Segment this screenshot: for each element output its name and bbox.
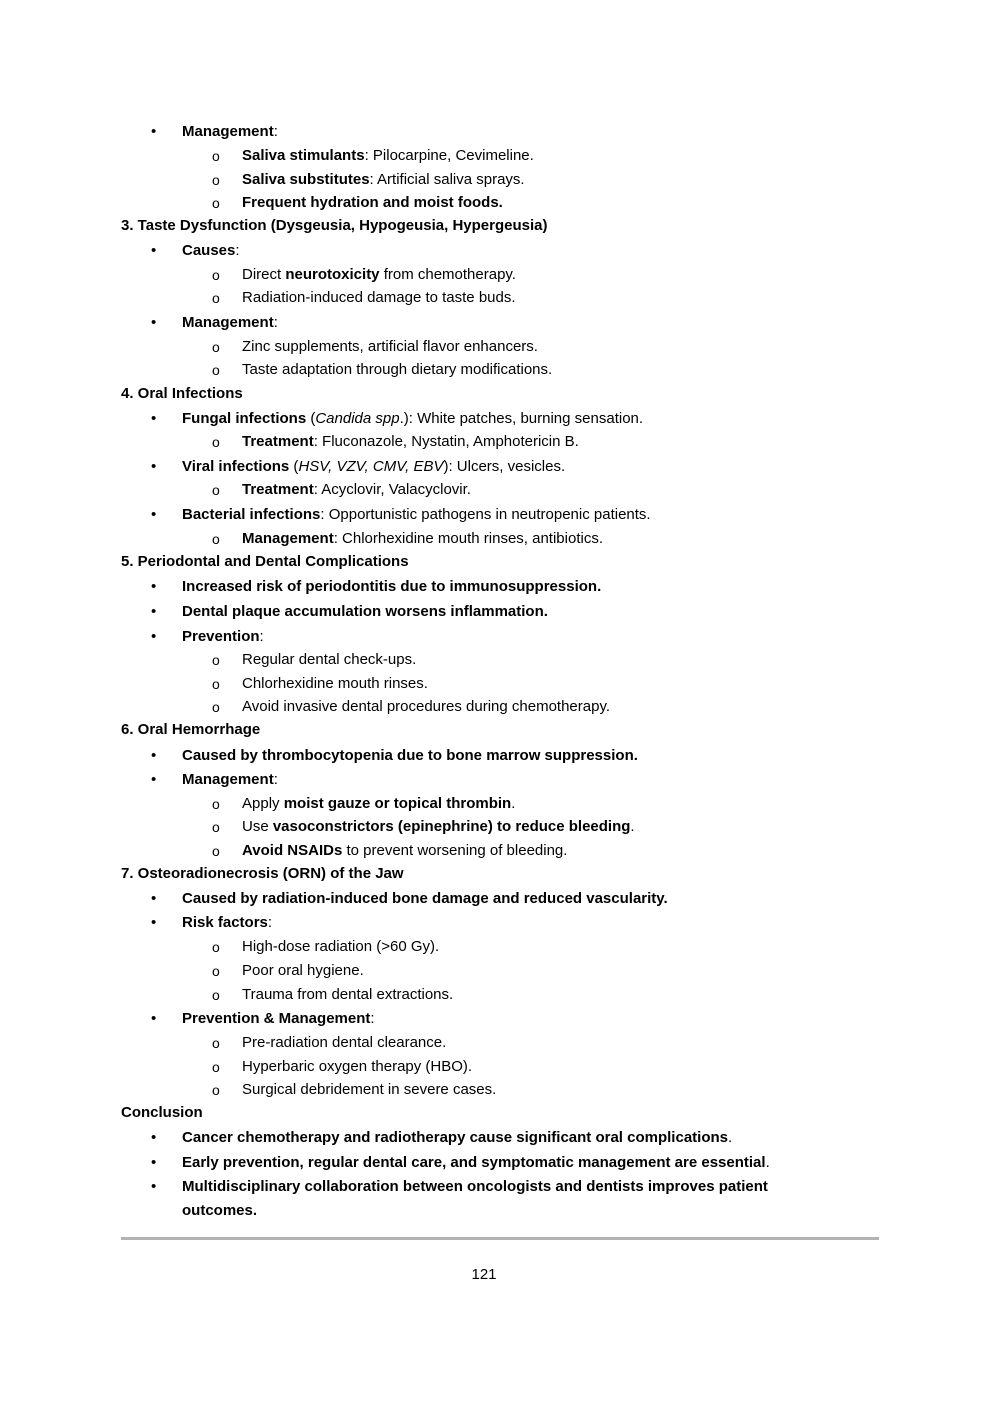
sub-list-item [242, 480, 471, 500]
page-number: 121 [471, 1266, 497, 1283]
text-segment: . [511, 795, 516, 812]
text-segment: Causes [182, 242, 236, 259]
section-heading [121, 720, 260, 740]
text-segment: ( [306, 410, 316, 427]
text-segment: Management [182, 123, 274, 140]
text-segment: 4. Oral Infections [121, 385, 243, 402]
text-segment: Viral infections [182, 458, 290, 475]
sub-list-item [242, 650, 416, 670]
text-segment: Pre-radiation dental clearance. [242, 1034, 447, 1051]
text-segment: Frequent hydration and moist foods. [242, 194, 503, 211]
text-segment: Prevention & Management [182, 1010, 371, 1027]
text-segment: Use [242, 818, 273, 835]
list-item [182, 241, 240, 261]
sub-list-item [242, 937, 439, 957]
list-item [182, 409, 643, 429]
sub-list-item [242, 146, 534, 166]
section-heading [121, 864, 404, 884]
list-item [182, 577, 601, 597]
text-segment: Bacterial infections [182, 506, 321, 523]
sub-list-item [242, 841, 567, 861]
list-item [182, 505, 651, 525]
text-segment: to prevent worsening of bleeding. [342, 842, 568, 859]
text-segment: . [728, 1129, 733, 1146]
text-segment: : [235, 242, 240, 259]
text-segment: Avoid NSAIDs [242, 842, 343, 859]
text-segment: Caused by radiation-induced bone damage and reduced vascularity. [182, 890, 668, 907]
text-segment: : [273, 123, 278, 140]
text-segment: : [273, 771, 278, 788]
list-item [182, 457, 565, 477]
text-segment: : Artificial saliva sprays. [369, 171, 525, 188]
sub-list-item [242, 360, 552, 380]
text-segment: moist gauze or topical thrombin [283, 795, 512, 812]
sub-list-item [242, 985, 453, 1005]
text-segment: Regular dental check-ups. [242, 651, 417, 668]
text-segment: Multidisciplinary collaboration between oncologists and dentists improves patient [182, 1178, 768, 1195]
list-item [182, 313, 278, 333]
list-item [182, 889, 668, 909]
list-item [182, 913, 272, 933]
list-item [182, 1009, 375, 1029]
text-segment: ( [289, 458, 299, 475]
text-segment: Saliva substitutes [242, 171, 370, 188]
text-segment: . [765, 1154, 770, 1171]
text-segment: . [630, 818, 635, 835]
sub-list-item [242, 674, 428, 694]
text-segment: 5. Periodontal and Dental Complications [121, 553, 409, 570]
text-segment: outcomes. [182, 1202, 258, 1219]
sub-list-item [242, 265, 516, 285]
list-item [182, 770, 278, 790]
text-segment: Radiation-induced damage to taste buds. [242, 289, 516, 306]
text-segment: 6. Oral Hemorrhage [121, 721, 261, 738]
section-heading [121, 216, 548, 236]
sub-list-item [242, 697, 610, 717]
sub-list-item [242, 288, 516, 308]
list-item [182, 1177, 768, 1197]
text-segment: Management [182, 771, 274, 788]
section-heading [121, 1103, 203, 1123]
text-segment: Cancer chemotherapy and radiotherapy cause significant oral complications [182, 1129, 728, 1146]
text-segment: 7. Osteoradionecrosis (ORN) of the Jaw [121, 865, 404, 882]
text-segment: : [259, 628, 264, 645]
text-segment: Avoid invasive dental procedures during chemotherapy. [242, 698, 610, 715]
sub-list-item [242, 337, 538, 357]
text-segment: : Fluconazole, Nystatin, Amphotericin B. [313, 433, 579, 450]
sub-list-item [242, 170, 525, 190]
text-segment: .): White patches, burning sensation. [399, 410, 644, 427]
text-segment: neurotoxicity [285, 266, 380, 283]
text-segment: Treatment [242, 481, 314, 498]
list-item [182, 1201, 257, 1221]
text-segment: Risk factors [182, 914, 268, 931]
text-segment: ): Ulcers, vesicles. [443, 458, 566, 475]
text-segment: Dental plaque accumulation worsens inflammation. [182, 603, 548, 620]
text-segment: : [370, 1010, 375, 1027]
sub-list-item [242, 1057, 472, 1077]
text-segment: Early prevention, regular dental care, and symptomatic management are essential [182, 1154, 766, 1171]
section-heading [121, 552, 409, 572]
list-item [182, 627, 264, 647]
text-segment: Conclusion [121, 1104, 203, 1121]
text-segment: Saliva stimulants [242, 147, 365, 164]
text-segment: Treatment [242, 433, 314, 450]
list-item [182, 1153, 770, 1173]
sub-list-item [242, 193, 503, 213]
list-item [182, 746, 638, 766]
text-segment: HSV, VZV, CMV, EBV [298, 458, 444, 475]
list-item [182, 122, 278, 142]
text-segment: Candida spp [315, 410, 400, 427]
sub-list-item [242, 432, 579, 452]
text-segment: Fungal infections [182, 410, 307, 427]
text-segment: Management [182, 314, 274, 331]
list-item [182, 1128, 732, 1148]
text-segment: Surgical debridement in severe cases. [242, 1081, 497, 1098]
sub-list-item [242, 529, 603, 549]
text-segment: : Acyclovir, Valacyclovir. [313, 481, 471, 498]
sub-list-item [242, 794, 515, 814]
text-segment: : [273, 314, 278, 331]
text-segment: Hyperbaric oxygen therapy (HBO). [242, 1058, 473, 1075]
sub-list-item [242, 1080, 496, 1100]
text-segment: Management [242, 530, 334, 547]
text-segment: 3. Taste Dysfunction (Dysgeusia, Hypogeusia, Hypergeusia) [121, 217, 548, 234]
text-segment: Chlorhexidine mouth rinses. [242, 675, 428, 692]
section-heading [121, 384, 243, 404]
text-segment: Direct [242, 266, 286, 283]
text-segment: High-dose radiation (>60 Gy). [242, 938, 440, 955]
text-segment: Caused by thrombocytopenia due to bone marrow suppression. [182, 747, 638, 764]
text-segment: Prevention [182, 628, 260, 645]
text-segment: Poor oral hygiene. [242, 962, 364, 979]
text-segment: from chemotherapy. [379, 266, 516, 283]
text-segment: Increased risk of periodontitis due to immunosuppression. [182, 578, 602, 595]
list-item [182, 602, 548, 622]
sub-list-item [242, 961, 364, 981]
sub-list-item [242, 1033, 446, 1053]
text-segment: : Opportunistic pathogens in neutropenic patients. [320, 506, 651, 523]
footer-rule [121, 1237, 879, 1240]
text-segment: vasoconstrictors (epinephrine) to reduce bleeding [272, 818, 631, 835]
sub-list-item [242, 817, 635, 837]
text-segment: Apply [242, 795, 284, 812]
text-segment: Zinc supplements, artificial flavor enhancers. [242, 338, 538, 355]
text-segment: Trauma from dental extractions. [242, 986, 454, 1003]
text-segment: : [267, 914, 273, 931]
text-segment: : Pilocarpine, Cevimeline. [364, 147, 534, 164]
text-segment: Taste adaptation through dietary modifications. [242, 361, 553, 378]
text-segment: : Chlorhexidine mouth rinses, antibiotics. [333, 530, 603, 547]
